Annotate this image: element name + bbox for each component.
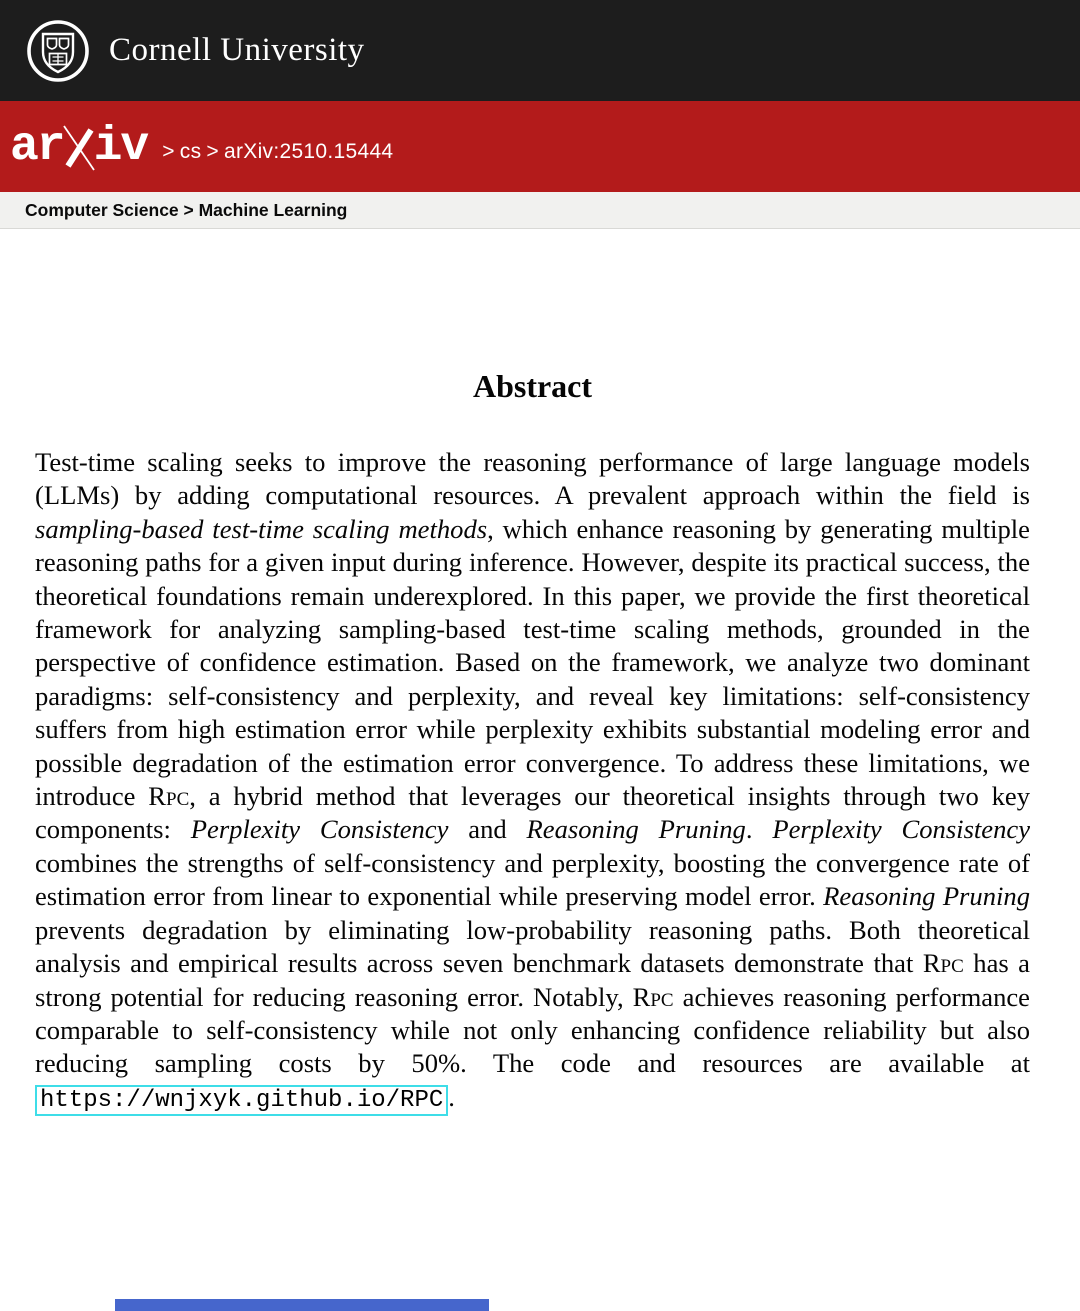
- code-resources-link[interactable]: https://wnjxyk.github.io/RPC: [35, 1085, 448, 1116]
- abstract-segment-italic: sampling-based test-time scaling methods: [35, 513, 488, 544]
- subject-breadcrumb-bar: [0, 192, 1080, 229]
- abstract-segment: .: [745, 814, 773, 845]
- arxiv-chi-icon: [62, 122, 96, 172]
- breadcrumb-separator: >: [206, 139, 219, 163]
- abstract-segment: combines the strengths of self-consistency and perplexity, boosting the convergence rate of estimation error from linear to exponential while preserving model error.: [35, 847, 1030, 912]
- cropped-bottom-blue-bar: [115, 1299, 489, 1311]
- abstract-segment: and: [448, 814, 527, 845]
- cornell-wordmark: Cornell University: [109, 32, 365, 68]
- paper-id: arXiv:2510.15444: [223, 139, 394, 163]
- rpc-smallcaps: Rpc: [148, 781, 190, 812]
- cornell-header: [0, 0, 1080, 101]
- arxiv-logo-ar: ar: [10, 119, 64, 174]
- abstract-segment: prevents degradation by eliminating low-probability reasoning paths. Both theoretical analysis and empirical results across seven benchmark datasets demonstrate that: [35, 914, 1030, 979]
- abstract-segment-italic: Reasoning Pruning: [823, 881, 1030, 912]
- abstract-segment-italic: Perplexity Consistency: [772, 814, 1031, 845]
- rpc-smallcaps: Rpc: [922, 948, 964, 979]
- abstract-segment: , a hybrid method that leverages our theoretical insights through two key components:: [35, 781, 1030, 845]
- cornell-logo-link[interactable]: [26, 19, 90, 83]
- arxiv-logo-iv: iv: [93, 119, 148, 174]
- abstract-segment: , which enhance reasoning by generating multiple reasoning paths for a given input during inference. However, despite its practical success, the theoretical foundations remain underexplored. In this paper, we provide the first theoretical framework for analyzing sampling-based test-time scaling methods, grounded in the perspective of confidence estimation. Based on the framework, we analyze two dominant paradigms: self-consistency and perplexity, and reveal key limitations: self-consistency suffers from high estimation error while perplexity exhibits substantial modeling error and possible degradation of the estimation error convergence. To address these limitations, we introduce: [35, 513, 1030, 812]
- cornell-seal-icon: [26, 19, 90, 83]
- banner-breadcrumb: [157, 140, 393, 164]
- abstract-segment: Test-time scaling seeks to improve the reasoning performance of large language models (LLMs) by adding computational resources. A prevalent approach within the field is: [35, 447, 1030, 511]
- abstract-segment-italic: Perplexity Consistency: [190, 814, 449, 845]
- paper-page: [0, 368, 1080, 1117]
- abstract-segment-italic: Reasoning Pruning: [526, 814, 746, 845]
- abstract-segment: achieves reasoning performance comparable to self-consistency while not only enhancing confidence reliability but also reducing sampling costs by 50%. The code and resources are available at: [35, 981, 1030, 1079]
- banner-link-cs[interactable]: cs: [179, 139, 202, 163]
- subject-breadcrumb: Computer Science > Machine Learning: [25, 199, 348, 220]
- rpc-smallcaps: Rpc: [632, 981, 674, 1012]
- arxiv-banner: [0, 101, 1080, 192]
- abstract-heading: Abstract: [472, 368, 593, 404]
- arxiv-logo[interactable]: [10, 120, 147, 174]
- abstract-text: [35, 446, 1030, 1117]
- abstract-segment: .: [448, 1081, 455, 1112]
- abstract-segment: has a strong potential for reducing reasoning error. Notably,: [35, 948, 1030, 1012]
- breadcrumb-separator: >: [162, 139, 175, 163]
